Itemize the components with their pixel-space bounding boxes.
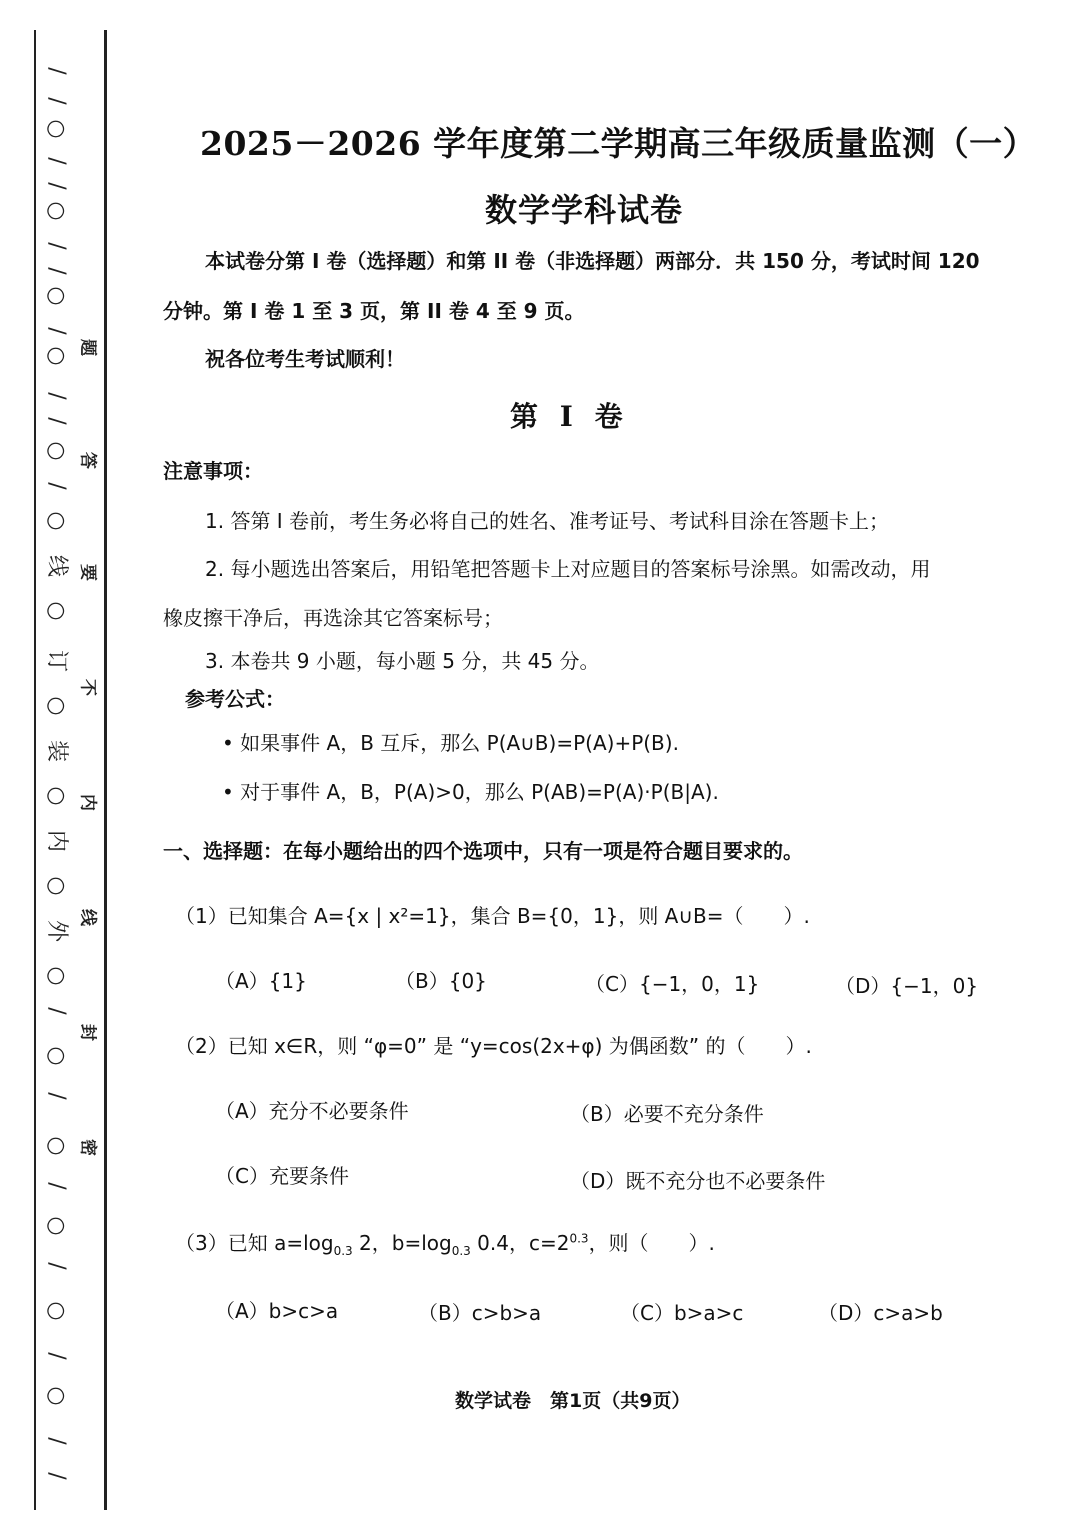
binding-margin bbox=[0, 0, 115, 1527]
binding-circle: ○ bbox=[44, 1046, 69, 1066]
seal-char: 密 bbox=[77, 1139, 98, 1156]
notice-heading: 注意事项： bbox=[163, 459, 263, 483]
seal-char: 要 bbox=[77, 564, 98, 581]
binding-dash: / bbox=[44, 417, 69, 425]
page-footer: 数学试卷 第1页（共9页） bbox=[455, 1390, 691, 1412]
question-2-stem: （2）已知 x∈R，则 “φ=0” 是 “y=cos(2x+φ) 为偶函数” 的（ ）. bbox=[175, 1034, 812, 1058]
binding-circle: ○ bbox=[44, 346, 69, 366]
binding-dash: / bbox=[44, 1472, 69, 1480]
binding-dash: / bbox=[44, 1352, 69, 1360]
seal-char: 封 bbox=[77, 1024, 98, 1041]
part-1-heading: 一、选择题：在每小题给出的四个选项中，只有一项是符合题目要求的。 bbox=[163, 839, 803, 863]
formula-1: • 如果事件 A，B 互斥，那么 P(A∪B)=P(A)+P(B). bbox=[222, 731, 679, 755]
binding-dash: / bbox=[44, 482, 69, 490]
section-title: 第 I 卷 bbox=[510, 400, 629, 433]
cut-mark-ding: 订 bbox=[44, 649, 69, 672]
question-1-option-b: （B）{0} bbox=[395, 969, 487, 993]
question-1-option-a: （A）{1} bbox=[215, 969, 307, 993]
seal-char: 答 bbox=[77, 452, 98, 469]
binding-circle: ○ bbox=[44, 511, 69, 531]
binding-dash: / bbox=[44, 1262, 69, 1270]
q3-log-base-1: 0.3 bbox=[333, 1244, 353, 1258]
notice-item-2a: 2. 每小题选出答案后，用铅笔把答题卡上对应题目的答案标号涂黑。如需改动，用 bbox=[205, 557, 931, 581]
question-2-option-a: （A）充分不必要条件 bbox=[215, 1099, 409, 1123]
intro-wish: 祝各位考生考试顺利！ bbox=[205, 347, 405, 371]
question-1-option-c: （C）{−1，0，1} bbox=[585, 972, 760, 996]
seal-char: 内 bbox=[77, 794, 98, 811]
formulas-heading: 参考公式： bbox=[185, 687, 285, 711]
question-2-option-c: （C）充要条件 bbox=[215, 1164, 349, 1188]
binding-circle: ○ bbox=[44, 119, 69, 139]
seal-char: 题 bbox=[77, 339, 98, 356]
binding-dash: / bbox=[44, 392, 69, 400]
binding-circle: ○ bbox=[44, 286, 69, 306]
question-1-stem: （1）已知集合 A={x | x²=1}，集合 B={0，1}，则 A∪B=（ ）. bbox=[175, 904, 810, 928]
binding-dash: / bbox=[44, 1182, 69, 1190]
binding-dash: / bbox=[44, 157, 69, 165]
binding-line-left bbox=[34, 30, 36, 1510]
question-2-option-d: （D）既不充分也不必要条件 bbox=[570, 1169, 826, 1193]
question-3-option-a: （A）b>c>a bbox=[215, 1299, 339, 1323]
q3-log-base-2: 0.3 bbox=[451, 1244, 471, 1258]
question-1-option-d: （D）{−1，0} bbox=[835, 974, 979, 998]
binding-circle: ○ bbox=[44, 1386, 69, 1406]
q3-stem-mid-1: 2，b=log bbox=[352, 1231, 452, 1255]
notice-item-2b: 橡皮擦干净后，再选涂其它答案标号； bbox=[163, 606, 503, 630]
binding-line-right bbox=[104, 30, 107, 1510]
intro-line-1: 本试卷分第 I 卷（选择题）和第 II 卷（非选择题）两部分．共 150 分，考试时间 120 bbox=[205, 249, 980, 273]
binding-circle: ○ bbox=[44, 441, 69, 461]
binding-dash: / bbox=[44, 267, 69, 275]
question-3-stem bbox=[175, 1227, 715, 1258]
cut-mark-wai: 外 bbox=[44, 919, 69, 942]
q3-stem-suffix: ，则（ ）. bbox=[588, 1231, 715, 1255]
q3-exponent: 0.3 bbox=[569, 1231, 589, 1246]
exam-title: 2025－2026 学年度第二学期高三年级质量监测（一） bbox=[200, 124, 1037, 163]
q3-stem-prefix: （3）已知 a=log bbox=[175, 1231, 334, 1255]
binding-circle: ○ bbox=[44, 786, 69, 806]
binding-dash: / bbox=[44, 242, 69, 250]
notice-item-3: 3. 本卷共 9 小题，每小题 5 分，共 45 分。 bbox=[205, 649, 600, 673]
binding-dash: / bbox=[44, 182, 69, 190]
seal-char: 不 bbox=[77, 679, 98, 696]
cut-mark-nei: 内 bbox=[44, 829, 69, 852]
binding-circle: ○ bbox=[44, 1301, 69, 1321]
binding-dash: / bbox=[44, 1007, 69, 1015]
binding-circle: ○ bbox=[44, 201, 69, 221]
binding-dash: / bbox=[44, 1092, 69, 1100]
binding-dash: / bbox=[44, 97, 69, 105]
intro-line-2: 分钟。第 I 卷 1 至 3 页，第 II 卷 4 至 9 页。 bbox=[163, 299, 585, 323]
question-3-option-c: （C）b>a>c bbox=[620, 1301, 744, 1325]
binding-circle: ○ bbox=[44, 966, 69, 986]
cut-mark-zhuang: 装 bbox=[44, 739, 69, 762]
notice-item-1: 1. 答第 I 卷前，考生务必将自己的姓名、准考证号、考试科目涂在答题卡上； bbox=[205, 509, 890, 533]
binding-circle: ○ bbox=[44, 1136, 69, 1156]
exam-subtitle: 数学学科试卷 bbox=[485, 191, 684, 229]
binding-circle: ○ bbox=[44, 876, 69, 896]
binding-dash: / bbox=[44, 1437, 69, 1445]
cut-mark-xian: 线 bbox=[44, 554, 69, 577]
binding-circle: ○ bbox=[44, 696, 69, 716]
binding-circle: ○ bbox=[44, 601, 69, 621]
question-3-option-b: （B）c>b>a bbox=[418, 1301, 542, 1325]
q3-stem-mid-2: 0.4，c=2 bbox=[470, 1231, 570, 1255]
formula-2: • 对于事件 A，B，P(A)>0，那么 P(AB)=P(A)·P(B|A). bbox=[222, 780, 719, 804]
question-3-option-d: （D）c>a>b bbox=[818, 1301, 943, 1325]
seal-char: 线 bbox=[77, 909, 98, 926]
binding-dash: / bbox=[44, 327, 69, 335]
question-2-option-b: （B）必要不充分条件 bbox=[570, 1102, 764, 1126]
binding-dash: / bbox=[44, 67, 69, 75]
binding-circle: ○ bbox=[44, 1216, 69, 1236]
